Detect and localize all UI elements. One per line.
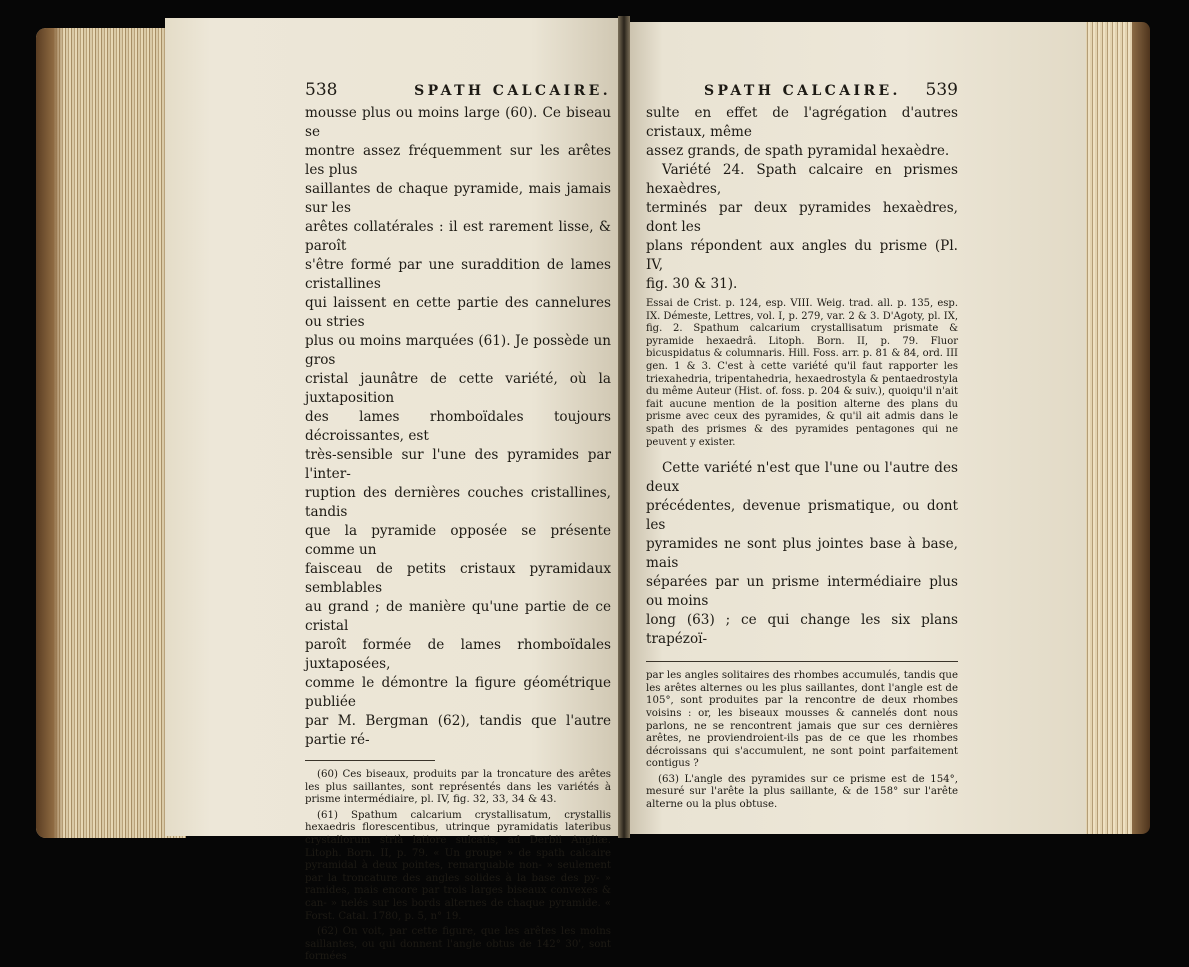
body-line: cristal jaunâtre de cette variété, où la juxtaposition (305, 371, 611, 406)
left-running-head (305, 80, 611, 104)
right-body-top (646, 104, 958, 294)
body-line: précédentes, devenue prismatique, ou dont les (646, 498, 958, 534)
body-line: arêtes collatérales : il est rarement lisse, & paroît (305, 219, 611, 254)
footnote-rule (305, 760, 435, 761)
body-line: très-sensible sur l'une des pyramides par l'inter- (305, 447, 611, 482)
body-line: s'être formé par une suraddition de lames cristallines (305, 257, 611, 292)
variety-heading-line: Variété 24. Spath calcaire en prismes hexaèdres, (646, 162, 958, 197)
footnote-63: (63) L'angle des pyramides sur ce prisme est de 154°, mesuré sur l'arête la plus saillante, & de 158° sur l'arête alterne ou la plus obtuse. (646, 773, 958, 811)
reference-text: Essai de Crist. p. 124, esp. VIII. Weig. trad. all. p. 135, esp. IX. Démeste, Lettres, vol. I, p. 279, var. 2 & 3. D'Agoty, pl. IX, fig. 2. Spathum calcarium crystallisatum prismate & pyramide hexaedrâ. Litoph. Born. II, p. 79. Fluor bicuspidatus & columnaris. Hill. Foss. arr. p. 81 & 84, ord. III gen. 1 & 3. C'est à cette variété qu'il faut rapporter les triexahedria, tripentahedria, hexaedrostyla & pentaedrostyla du même Auteur (Hist. of. foss. p. 204 & suiv.), quoiqu'il n'ait fait aucune mention de la position alterne des plans du prisme avec ceux des pyramides, & qu'il ait admis dans le spath des prismes & des pyramides pentagones qui ne peuvent y exister. (646, 298, 959, 448)
right-footnotes (646, 670, 958, 812)
book-fore-edge-right (1080, 22, 1136, 834)
left-footnotes (305, 769, 611, 964)
body-line: pyramides ne sont plus jointes base à base, mais (646, 536, 958, 572)
body-line: ruption des dernières couches cristallines, tandis (305, 485, 611, 520)
right-page-text (646, 80, 958, 815)
footnote-60: (60) Ces biseaux, produits par la troncature des arêtes les plus saillantes, sont représentés dans les variétés à prisme intermédiaire, pl. IV, fig. 32, 33, 34 & 43. (305, 769, 611, 806)
body-line: mousse plus ou moins large (60). Ce biseau se (305, 105, 611, 140)
body-line: au grand ; de manière qu'une partie de ce cristal (305, 599, 611, 634)
body-line: plus ou moins marquées (61). Je possède un gros (305, 333, 611, 368)
body-line: séparées par un prisme intermédiaire plus ou moins (646, 574, 958, 610)
body-line: par M. Bergman (62), tandis que l'autre partie ré- (305, 713, 611, 748)
footnote-62: (62) On voit, par cette figure, que les arêtes les moins saillantes, ou qui donnent l'angle obtus de 142° 30', sont formées (305, 926, 611, 963)
footnote-rule (646, 661, 958, 662)
body-line: montre assez fréquemment sur les arêtes les plus (305, 143, 611, 178)
body-line: comme le démontre la figure géométrique publiée (305, 675, 611, 710)
body-line: faisceau de petits cristaux pyramidaux semblables (305, 561, 611, 596)
left-page-number: 538 (305, 80, 338, 100)
body-line: saillantes de chaque pyramide, mais jamais sur les (305, 181, 611, 216)
right-running-title: SPATH CALCAIRE. (704, 83, 901, 99)
footnote-62-continued: par les angles solitaires des rhombes accumulés, tandis que les arêtes alternes ou les plus saillantes, dont l'angle est de 105°, sont produites par la rencontre de deux rhombes voisins : or, les biseaux mousses & cannelés dont nous parlons, ne se rencontrent jamais que sur ces dernières arêtes, ne proviendroient-ils pas de ce que les rhombes décroissans qui s'accumulent, ne sont point parfaitement contigus ? (646, 670, 958, 770)
book-gutter (618, 16, 630, 838)
body-line: fig. 30 & 31). (646, 276, 738, 292)
body-line: terminés par deux pyramides hexaèdres, dont les (646, 200, 958, 235)
left-page-text (305, 80, 611, 967)
body-line: paroît formée de lames rhomboïdales juxtaposées, (305, 637, 611, 672)
reference-paragraph (646, 298, 958, 449)
body-line: sulte en effet de l'agrégation d'autres cristaux, même (646, 105, 958, 140)
body-line: plans répondent aux angles du prisme (Pl. IV, (646, 238, 958, 273)
body-line: assez grands, de spath pyramidal hexaèdre. (646, 143, 950, 159)
footnote-61: (61) Spathum calcarium crystallisatum, crystallis hexaedris florescentibus, utrinque pyramidatis lateribus crystallorum strià latiore sulcatis, ad Derbii Angliæ. Litoph. Born. II, p. 79. « Un groupe » de spath calcaire pyramidal à deux pointes, remarquable non- » seulement par la troncature des angles solides à la base des py- » ramides, mais encore par trois larges biseaux convexes & can- » nelés sur les bords alternes de chaque pyramide. « Forst. Catal. 1780, p. 5, n° 19. (305, 809, 611, 922)
right-running-head (646, 80, 958, 104)
book-fore-edge-left (36, 28, 186, 838)
body-line: long (63) ; ce qui change les six plans trapézoï- (646, 612, 958, 648)
body-line: des lames rhomboïdales toujours décroissantes, est (305, 409, 611, 444)
left-body (305, 104, 611, 750)
right-body-bottom (646, 459, 958, 649)
left-running-title: SPATH CALCAIRE. (414, 83, 611, 99)
body-line: Cette variété n'est que l'une ou l'autre des deux (646, 460, 958, 496)
body-line: qui laissent en cette partie des cannelures ou stries (305, 295, 611, 330)
right-page-number: 539 (925, 80, 958, 100)
body-line: que la pyramide opposée se présente comme un (305, 523, 611, 558)
